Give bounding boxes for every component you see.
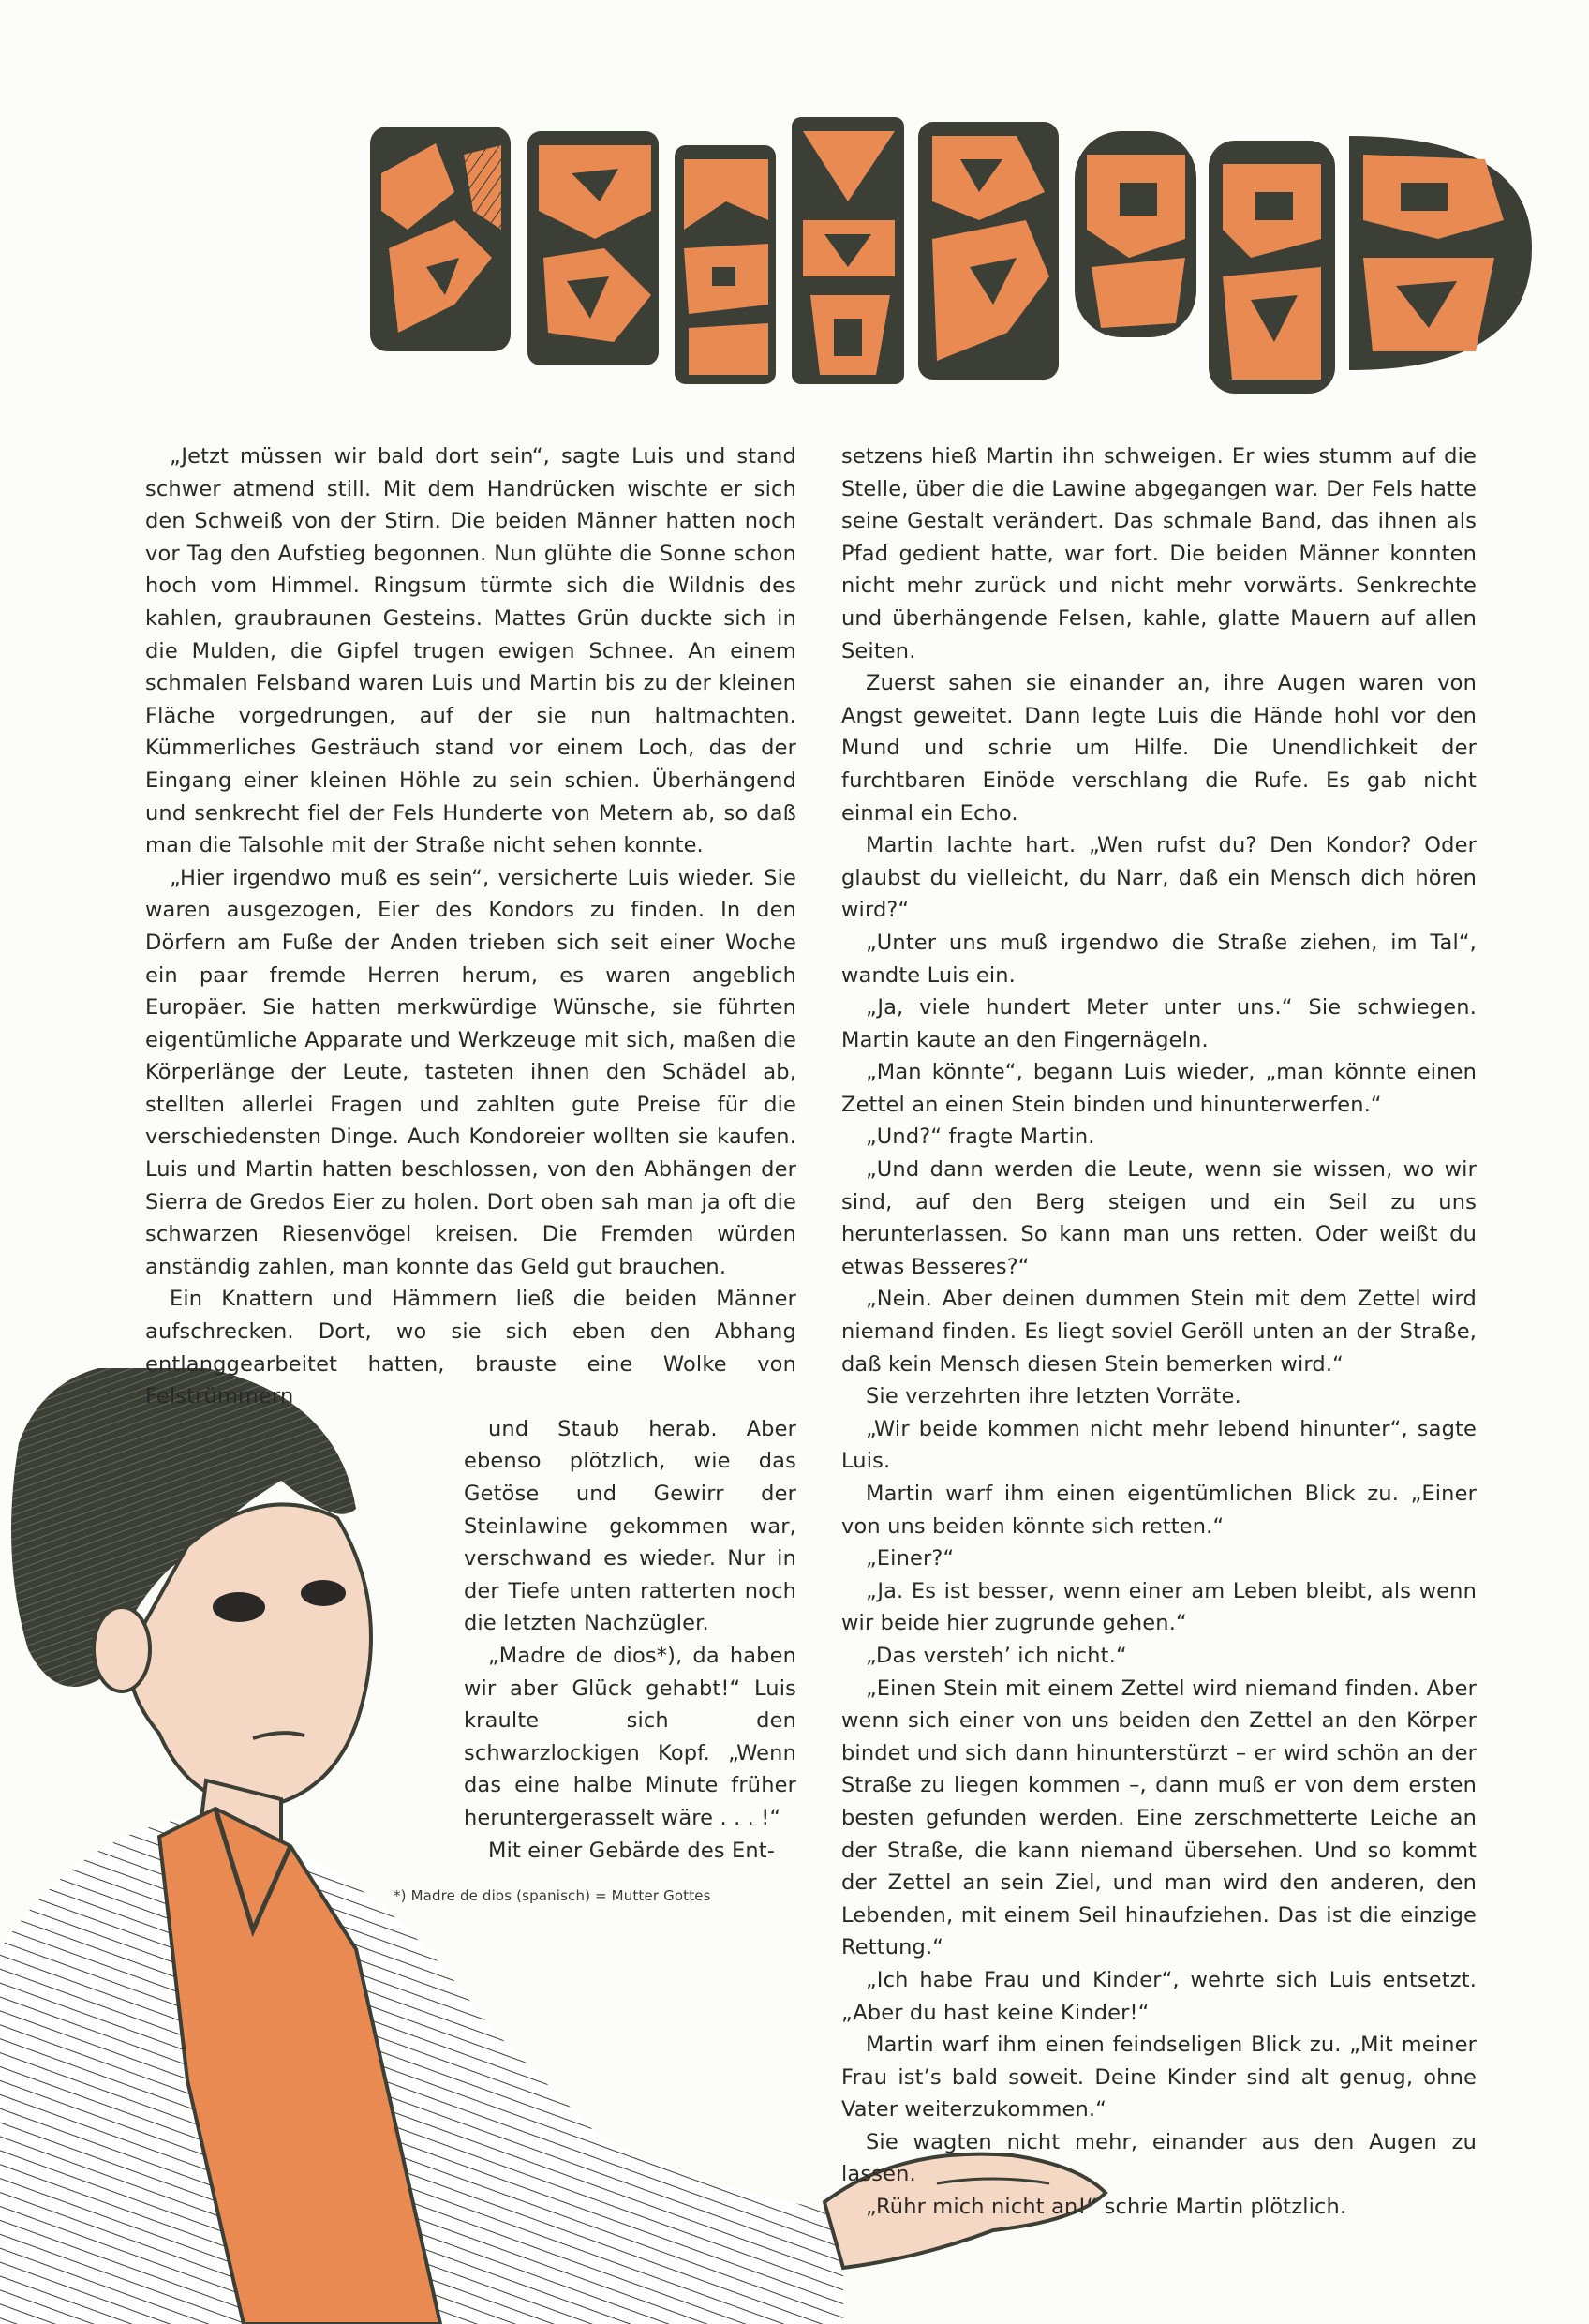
woodcut-title-lettering <box>370 117 1532 398</box>
footnote: *) Madre de dios (spanisch) = Mutter Gottes <box>394 1887 711 1905</box>
paragraph: „Jetzt müssen wir bald dort sein“, sagte Luis und stand schwer atmend still. Mit dem Handrücken wischte er sich den Schweiß von der Stirn. Die beiden Männer hatten noch vor Tag den Aufstieg begonnen. Nun glühte die Sonne schon hoch vom Himmel. Ringsum türmte sich die Wildnis des kahlen, graubraunen Gesteins. Mattes Grün duckte sich in die Mulden, die Gipfel trugen ewigen Schnee. An einem schmalen Felsband waren Luis und Martin bis zu der kleinen Fläche vorgedrungen, auf der sie nun haltmachten. Kümmerliches Gesträuch stand vor einem Loch, das der Eingang einer kleinen Höhle zu sein schien. Überhängend und senkrecht fiel der Fels Hunderte von Metern ab, so daß man die Talsohle mit der Straße nicht sehen konnte. <box>145 444 796 858</box>
paragraph: „Wir beide kommen nicht mehr lebend hinunter“, sagte Luis. <box>841 1416 1477 1474</box>
paragraph: „Das versteh’ ich nicht.“ <box>866 1643 1127 1668</box>
paragraph: „Man könnte“, begann Luis wieder, „man könnte einen Zettel an einen Stein binden und hinunterwerfen.“ <box>841 1060 1477 1117</box>
paragraph: „Und?“ fragte Martin. <box>866 1125 1095 1150</box>
title-glyph <box>1349 136 1532 370</box>
paragraph: „Ja, viele hundert Meter unter uns.“ Sie schwiegen. Martin kaute an den Fingernägeln. <box>841 995 1477 1052</box>
title-glyph <box>1075 131 1196 337</box>
paragraph: „Einen Stein mit einem Zettel wird niemand finden. Aber wenn sich einer von uns beiden den Zettel an den Körper bindet und sich dann hinunterstürzt – er wird schön an der Straße zu liegen kommen –, dann muß er von dem ersten besten gefunden werden. Eine zerschmetterte Leiche an der Straße, die kann niemand übersehen. Und so kommt der Zettel an sein Ziel, und man wird den anderen, den Lebenden, mit einem Seil hinaufziehen. Das ist die einzige Rettung.“ <box>841 1676 1477 1960</box>
paragraph: „Ich habe Frau und Kinder“, wehrte sich Luis entsetzt. „Aber du hast keine Kinder!“ <box>841 1967 1477 2025</box>
title-glyph <box>918 122 1059 380</box>
paragraph: Sie wagten nicht mehr, einander aus den Augen zu lassen. <box>841 2129 1477 2187</box>
paragraph: Martin warf ihm einen eigentümlichen Blick zu. „Einer von uns beiden könnte sich retten.“ <box>841 1482 1477 1539</box>
paragraph: „Rühr mich nicht an!“ schrie Martin plötzlich. <box>866 2195 1347 2220</box>
text-column-left <box>145 440 796 1906</box>
paragraph: „Hier irgendwo muß es sein“, versicherte Luis wieder. Sie waren ausgezogen, Eier des Kondors zu finden. In den Dörfern am Fuße der Anden trieben sich seit einer Woche ein paar fremde Herren herum, es waren angeblich Europäer. Sie hatten merkwürdige Wünsche, sie führten eigentümliche Apparate und Werkzeuge mit sich, maßen die Körperlänge der Leute, tasteten ihnen den Schädel ab, stellten allerlei Fragen und zahlten gute Preise für die verschiedensten Dinge. Auch Kondoreier wollten sie kaufen. Luis und Martin hatten beschlossen, von den Abhängen der Sierra de Gredos Eier zu holen. Dort oben sah man ja oft die schwarzen Riesenvögel kreisen. Die Fremden würden anständig zahlen, man konnte das Geld gut brauchen. <box>145 865 796 1279</box>
paragraph: „Nein. Aber deinen dummen Stein mit dem Zettel wird niemand finden. Es liegt soviel Geröll unten an der Straße, daß kein Mensch diesen Stein bemerken wird.“ <box>841 1287 1477 1377</box>
title-glyph <box>370 127 511 351</box>
paragraph: und Staub herab. Aber ebenso plötzlich, wie das Getöse und Gewirr der Steinlawine gekommen war, verschwand es wieder. Nur in der Tiefe unten ratterten noch die letzten Nachzügler. <box>464 1416 796 1636</box>
title-glyph <box>1209 141 1335 394</box>
paragraph: Mit einer Gebärde des Ent- <box>488 1838 776 1863</box>
paragraph: „Unter uns muß irgendwo die Straße ziehen, im Tal“, wandte Luis ein. <box>841 930 1477 988</box>
paragraph: „Madre de dios*), da haben wir aber Glück gehabt!“ Luis kraulte sich den schwarzlockigen Kopf. „Wenn das eine halbe Minute früher heruntergerasselt wäre . . . !“ <box>464 1643 796 1830</box>
paragraph: „Und dann werden die Leute, wenn sie wissen, wo wir sind, auf den Berg steigen und ein Seil zu uns herunterlassen. So kann man uns retten. Oder weißt du etwas Besseres?“ <box>841 1157 1477 1279</box>
text-column-right <box>841 440 1477 2224</box>
paragraph: Ein Knattern und Hämmern ließ die beiden Männer aufschrecken. Dort, wo sie sich eben den Abhang entlanggearbeitet hatten, brauste eine Wolke von Felstrümmern <box>145 1287 796 1409</box>
paragraph: Martin warf ihm einen feindseligen Blick zu. „Mit meiner Frau ist’s bald soweit. Deine Kinder sind alt genug, ohne Vater weiterzukommen.“ <box>841 2033 1477 2123</box>
title-glyph <box>792 117 904 384</box>
paragraph: „Ja. Es ist besser, wenn einer am Leben bleibt, als wenn wir beide hier zugrunde gehen.“ <box>841 1578 1477 1636</box>
paragraph: „Einer?“ <box>866 1546 955 1572</box>
paragraph: Sie verzehrten ihre letzten Vorräte. <box>866 1384 1241 1409</box>
title-glyph <box>675 145 776 384</box>
paragraph: setzens hieß Martin ihn schweigen. Er wies stumm auf die Stelle, über die die Lawine abgegangen war. Der Fels hatte seine Gestalt verändert. Das schmale Band, das ihnen als Pfad gedient hatte, war fort. Die beiden Männer konnten nicht mehr zurück und nicht mehr vorwärts. Senkrechte und überhängende Felsen, kahle, glatte Mauern auf allen Seiten. <box>841 444 1477 663</box>
paragraph: Zuerst sahen sie einander an, ihre Augen waren von Angst geweitet. Dann legte Luis die Hände hohl vor den Mund und schrie um Hilfe. Die Unendlichkeit der furchtbaren Einöde verschlang die Rufe. Es gab nicht einmal ein Echo. <box>841 671 1477 826</box>
paragraph: Martin lachte hart. „Wen rufst du? Den Kondor? Oder glaubst du vielleicht, du Narr, daß ein Mensch dich hören wird?“ <box>841 833 1477 923</box>
text-column-left-narrow <box>464 1413 796 1867</box>
title-glyph <box>527 131 659 365</box>
